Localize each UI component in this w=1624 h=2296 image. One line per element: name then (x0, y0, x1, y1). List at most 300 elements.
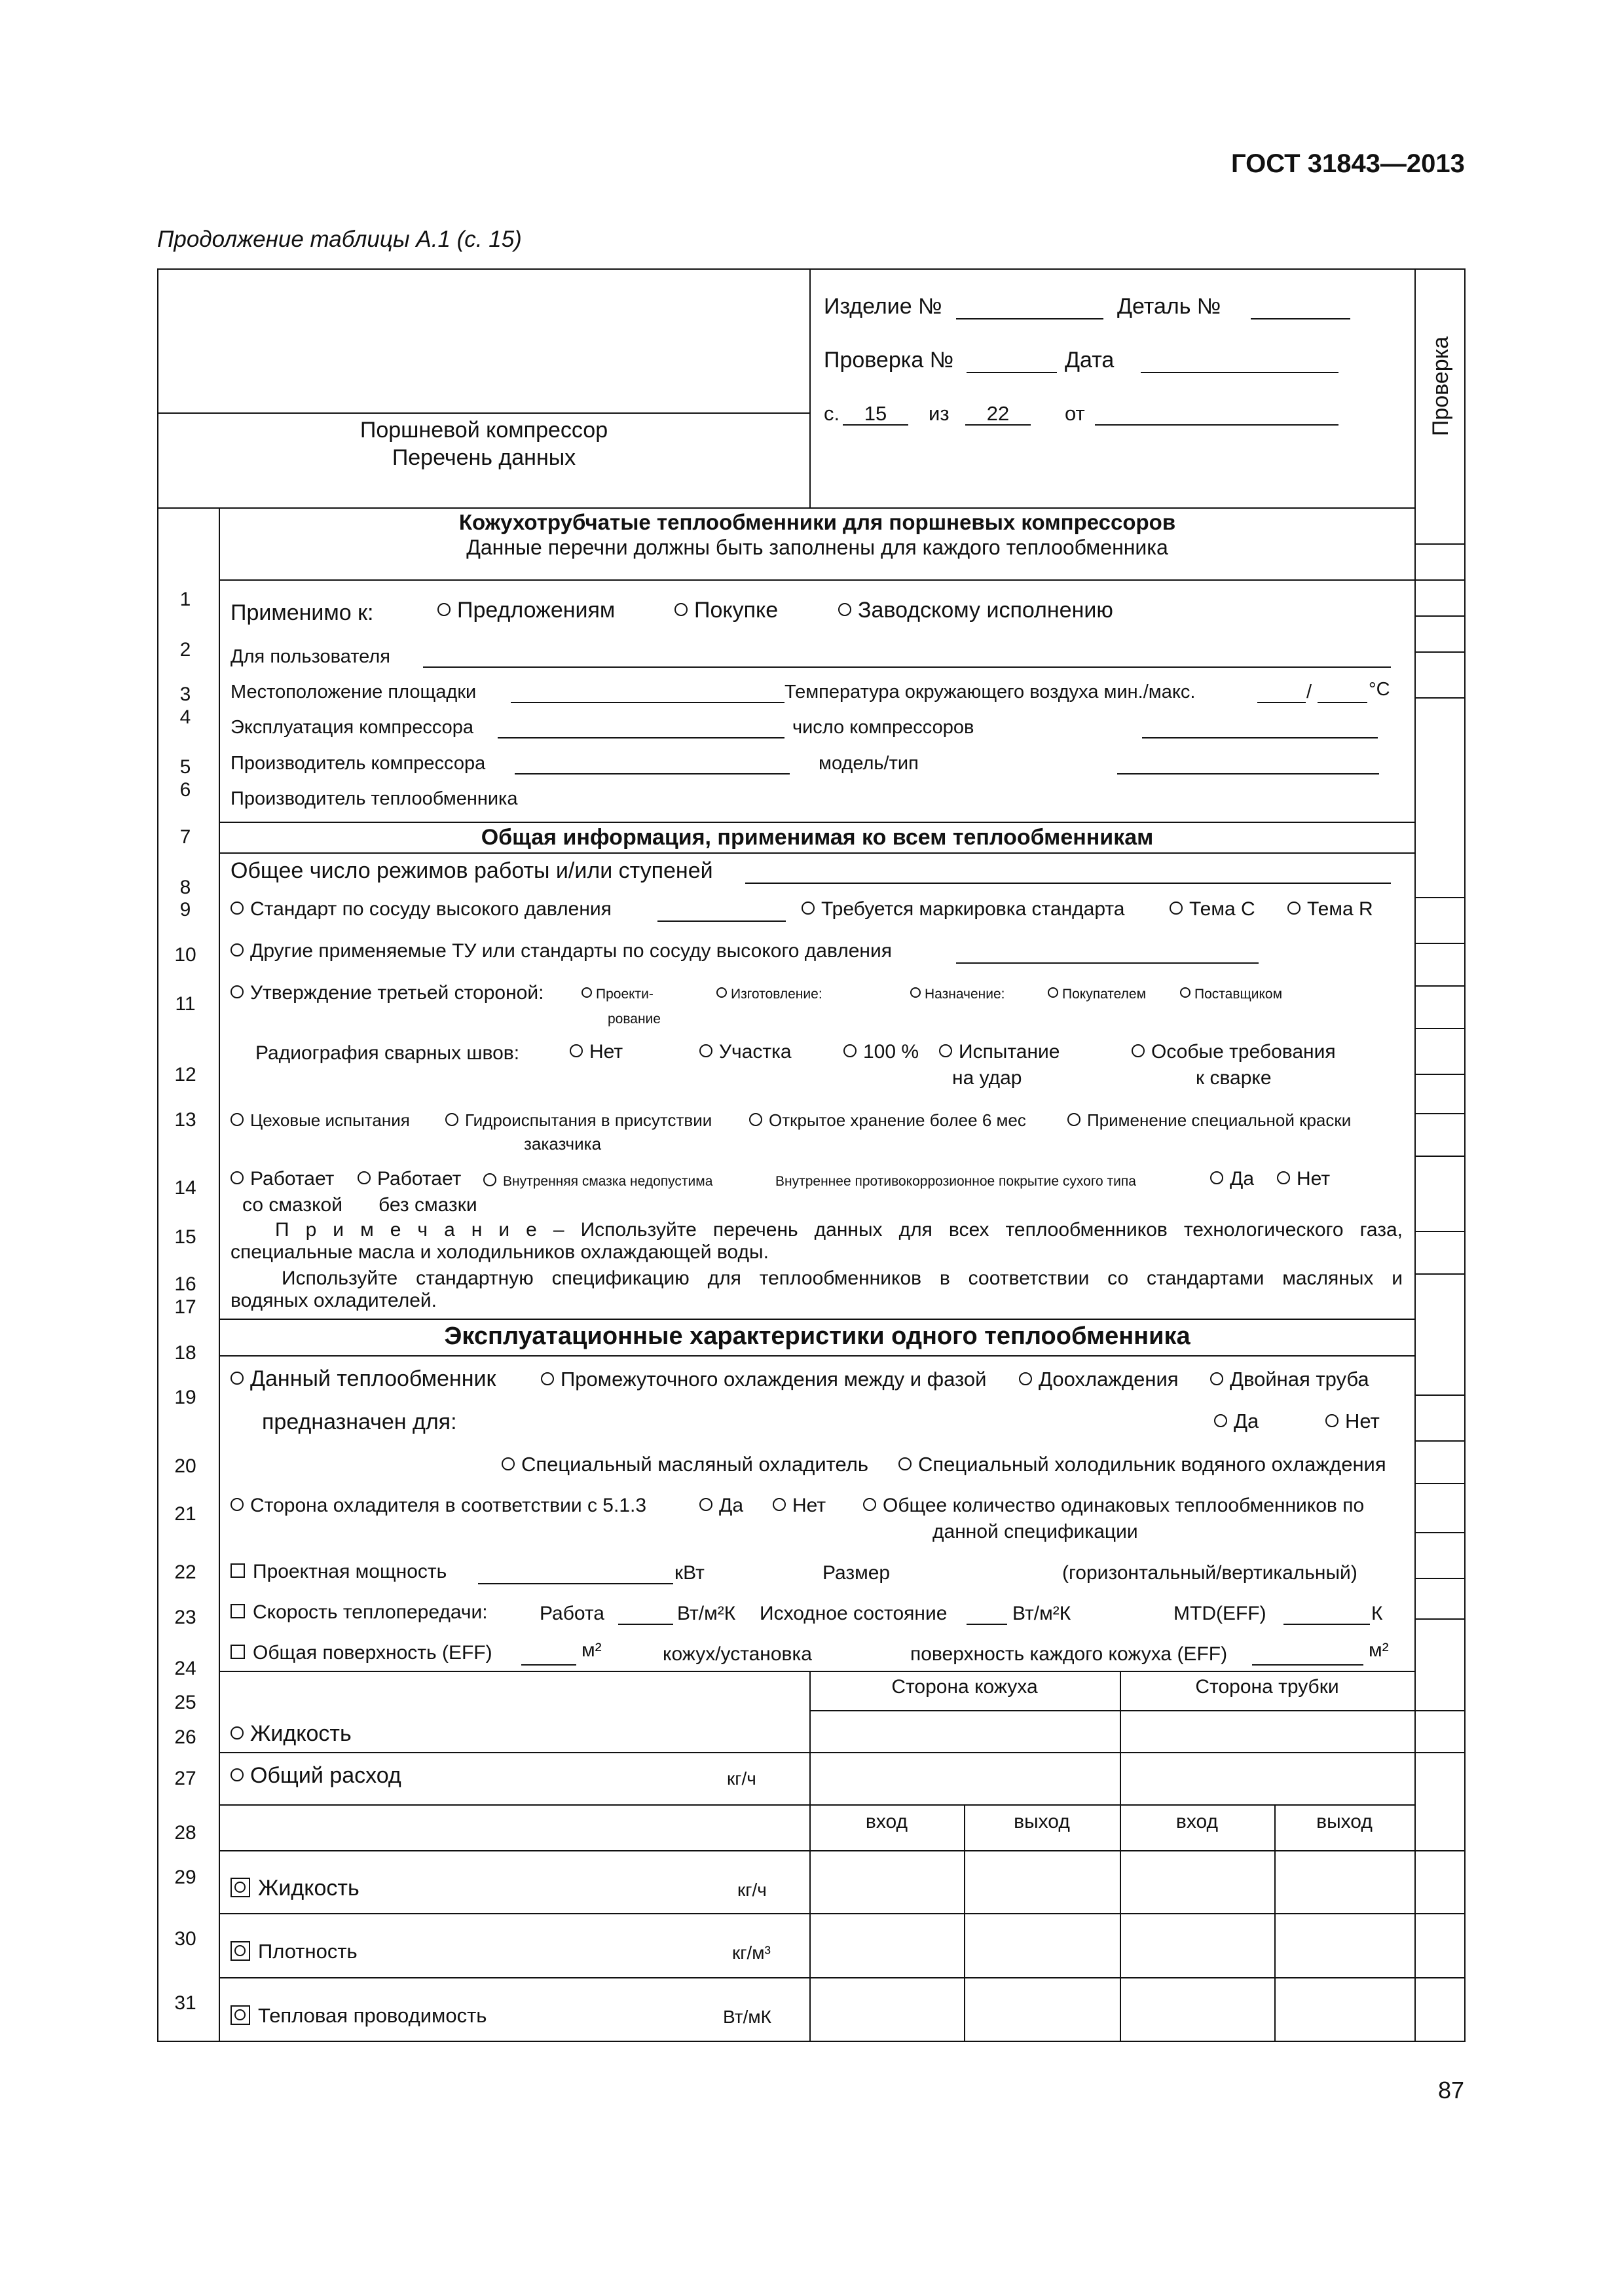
purchase-option[interactable] (674, 598, 778, 622)
other-specs-field[interactable] (956, 962, 1259, 964)
radio-icon (541, 1372, 554, 1385)
other-specs-option[interactable] (231, 940, 892, 962)
row-number: 23 (174, 1607, 196, 1628)
compressor-count-label: число компрессоров (792, 717, 974, 738)
mtd-field[interactable] (1283, 1624, 1370, 1625)
row-number: 16 (174, 1273, 196, 1295)
row-number: 4 (179, 706, 191, 728)
row-number: 10 (174, 944, 196, 966)
product-no-field[interactable] (956, 318, 1103, 319)
radio-icon (1048, 987, 1058, 998)
design-capacity-unit: кВт (674, 1562, 705, 1584)
orientation-label: (горизонтальный/вертикальный) (1062, 1562, 1357, 1584)
for-user-label: Для пользователя (231, 646, 390, 667)
check-cell-line (1414, 1532, 1464, 1533)
check-no-label: Проверка № (824, 348, 954, 373)
of-underline (965, 424, 1031, 426)
radio-icon (231, 902, 244, 915)
water-cooler-label: Специальный холодильник водяного охлаждения (918, 1453, 1386, 1476)
design-capacity-field[interactable] (478, 1583, 673, 1584)
radiography-full-label: 100 % (863, 1041, 919, 1063)
sheet-label: с. (824, 402, 840, 425)
radio-icon (502, 1457, 515, 1470)
ambient-temp-min-field[interactable] (1257, 702, 1306, 703)
section2-bottom (219, 852, 1416, 854)
radiography-full-option[interactable] (843, 1041, 919, 1063)
compressor-operation-label: Эксплуатация компрессора (231, 717, 474, 738)
section1-title: Кожухотрубчатые теплообменники для поршневых компрессоров (458, 510, 1176, 534)
ambient-temp-unit: °С (1369, 679, 1390, 700)
total-flow-unit: кг/ч (727, 1768, 756, 1789)
cooler-side-option[interactable] (231, 1495, 646, 1517)
header-title-line (157, 412, 809, 414)
buyer-option[interactable] (1048, 986, 1146, 1003)
mtd-unit: К (1371, 1603, 1383, 1624)
radio-icon (699, 1044, 712, 1057)
row-number: 21 (174, 1503, 196, 1525)
row-number: 29 (174, 1867, 196, 1888)
fluid-option[interactable] (231, 1722, 352, 1745)
check-cell-line (1414, 1977, 1464, 1978)
section1-subtitle: Данные перечни должны быть заполнены для каждого теплообменника (466, 536, 1168, 559)
density-check[interactable] (231, 1941, 358, 1963)
radio-icon (1214, 1414, 1227, 1427)
identical-count-option[interactable] (863, 1495, 1364, 1517)
radio-icon (1277, 1171, 1290, 1184)
section1-title-bottom (219, 579, 1416, 581)
checkbox-icon (231, 1645, 245, 1659)
radio-icon (1170, 902, 1183, 915)
service-label: Работа (540, 1603, 604, 1624)
ambient-temp-label: Температура окружающего воздуха мин./макс. (784, 682, 1196, 702)
check-cell-line (1414, 697, 1464, 699)
no-internal-lube-label: Внутренняя смазка недопустима (503, 1174, 713, 1189)
section2-top (219, 822, 1416, 823)
clean-field[interactable] (967, 1624, 1007, 1625)
from-field[interactable] (1095, 424, 1338, 426)
tema-c-label: Тема С (1189, 898, 1255, 920)
radio-icon (1132, 1044, 1145, 1057)
ambient-temp-max-field[interactable] (1318, 702, 1367, 703)
factory-label: Заводскому исполнению (858, 598, 1113, 623)
check-cell-line (1414, 943, 1464, 944)
grid-side-header-line (809, 1710, 1416, 1711)
non-lubricated-label-2: без смазки (378, 1194, 477, 1216)
thermal-conductivity-check[interactable] (231, 2005, 487, 2027)
site-location-label: Местоположение площадки (231, 682, 477, 702)
note-line-4: водяных охладителей. (231, 1290, 437, 1311)
section3-bottom (219, 1355, 1416, 1357)
shell-inlet-header: вход (865, 1811, 908, 1832)
radiography-spot-label: Участка (719, 1041, 792, 1063)
impact-test-label: Испытание (959, 1041, 1060, 1063)
row-number: 28 (174, 1822, 196, 1844)
section3-title: Эксплуатационные характеристики одного теплообменника (444, 1322, 1190, 1350)
proposals-option[interactable] (437, 598, 615, 622)
check-cell-line (1414, 985, 1464, 987)
special-welding-label: Особые требования (1151, 1041, 1336, 1063)
special-welding-option[interactable] (1132, 1041, 1336, 1063)
manufacture-option[interactable] (716, 986, 822, 1003)
density-unit: кг/м³ (732, 1942, 771, 1963)
design-option[interactable] (581, 986, 654, 1003)
row-number: 3 (179, 683, 191, 705)
impact-test-label-2: на удар (952, 1067, 1022, 1089)
surface-per-shell-label: поверхность каждого кожуха (EFF) (910, 1643, 1228, 1665)
radio-icon (358, 1171, 371, 1184)
check-cell-line (1414, 651, 1464, 653)
shop-tests-label: Цеховые испытания (250, 1110, 410, 1130)
check-cell-line (1414, 1028, 1464, 1029)
identical-count-label-2: данной спецификации (932, 1521, 1138, 1542)
row-number: 6 (179, 779, 191, 801)
heat-transfer-check[interactable] (231, 1601, 488, 1624)
lubricated-label-2: со смазкой (242, 1194, 342, 1216)
coating-no-label: Нет (1297, 1168, 1331, 1190)
purpose-label: Назначение: (925, 987, 1005, 1002)
third-party-label: Утверждение третьей стороной: (250, 982, 544, 1004)
special-paint-label: Применение специальной краски (1087, 1110, 1352, 1130)
supplier-label: Поставщиком (1194, 987, 1283, 1002)
marking-required-label: Требуется маркировка стандарта (821, 898, 1125, 920)
oil-cooler-option[interactable] (502, 1453, 868, 1476)
design-capacity-label: Проектная мощность (253, 1561, 447, 1582)
tema-r-label: Тема R (1307, 898, 1373, 920)
coating-yes-option[interactable] (1210, 1168, 1254, 1190)
check-cell-line (1414, 1231, 1464, 1232)
operating-modes-field[interactable] (745, 883, 1391, 884)
double-pipe-label: Двойная труба (1230, 1368, 1369, 1391)
row-number: 20 (174, 1455, 196, 1477)
aftercooler-option[interactable] (1019, 1368, 1179, 1391)
grid-line-28 (219, 1804, 1416, 1806)
total-flow-option[interactable] (231, 1764, 401, 1787)
special-paint-option[interactable] (1067, 1109, 1351, 1131)
shell-side-header: Сторона кожуха (891, 1676, 1038, 1698)
radio-icon (699, 1498, 712, 1511)
grid-line-27 (219, 1752, 1416, 1753)
checkbox-icon (231, 1604, 245, 1618)
row-number: 19 (174, 1387, 196, 1408)
shell-unit-label: кожух/установка (663, 1643, 812, 1665)
checked-radio-icon (231, 1878, 250, 1897)
impact-test-option[interactable] (939, 1041, 1060, 1063)
proposals-label: Предложениям (457, 598, 616, 623)
supplier-option[interactable] (1180, 986, 1282, 1003)
row-number: 17 (174, 1296, 196, 1318)
form-title-1: Поршневой компрессор (360, 418, 608, 443)
liquid-unit: кг/ч (737, 1880, 767, 1900)
cooler-side-no-option[interactable] (773, 1495, 826, 1517)
radio-icon (437, 603, 451, 616)
intended-yes-option[interactable] (1214, 1410, 1259, 1432)
radio-icon (838, 603, 851, 616)
lubricated-option[interactable] (231, 1168, 334, 1190)
for-user-field[interactable] (423, 666, 1391, 668)
radiography-none-label: Нет (589, 1041, 623, 1063)
no-internal-lube-option[interactable] (483, 1173, 712, 1190)
pv-standard-label: Стандарт по сосуду высокого давления (250, 898, 612, 920)
radio-icon (231, 985, 244, 998)
density-label: Плотность (258, 1940, 358, 1963)
of-label: из (929, 402, 950, 425)
intended-yes-label: Да (1234, 1410, 1259, 1432)
check-cell-line (1414, 897, 1464, 898)
of-value[interactable]: 22 (986, 402, 1010, 425)
purpose-option[interactable] (910, 986, 1005, 1003)
date-field[interactable] (1141, 372, 1338, 373)
non-lubricated-label: Работает (377, 1168, 462, 1190)
row-number: 12 (174, 1064, 196, 1085)
header-divider (809, 268, 811, 507)
check-cell-line (1414, 1752, 1464, 1753)
radio-icon (749, 1113, 762, 1126)
purchase-label: Покупке (694, 598, 779, 623)
service-unit: Вт/м²К (677, 1603, 736, 1624)
check-cell-line (1414, 579, 1464, 581)
radiography-spot-option[interactable] (699, 1041, 792, 1063)
note-line-3: Используйте стандартную спецификацию для теплообменников в соответствии со стандартами масляных и (282, 1267, 1403, 1289)
grid-v3 (1120, 1671, 1121, 2042)
from-label: от (1065, 402, 1085, 425)
row-number: 13 (174, 1109, 196, 1131)
cooler-side-no-label: Нет (792, 1495, 826, 1516)
mtd-label: MTD(EFF) (1173, 1603, 1266, 1624)
row-number: 24 (174, 1658, 196, 1679)
coating-yes-label: Да (1230, 1168, 1255, 1190)
check-column-title: Проверка (1428, 336, 1453, 437)
total-surface-unit: м² (581, 1639, 602, 1661)
compressor-manufacturer-field[interactable] (515, 773, 790, 774)
sheet-value[interactable]: 15 (864, 402, 887, 425)
radio-icon (581, 987, 592, 998)
check-cell-line (1414, 1578, 1464, 1579)
cooler-side-label: Сторона охладителя в соответствии с 5.1.3 (250, 1495, 647, 1516)
row-number: 11 (175, 993, 196, 1015)
applicable-to-label: Применимо к: (231, 600, 374, 625)
this-hx-option[interactable] (231, 1367, 496, 1391)
water-cooler-option[interactable] (898, 1453, 1386, 1476)
radiography-label: Радиография сварных швов: (255, 1042, 520, 1064)
row-number: 2 (179, 639, 191, 661)
compressor-manufacturer-label: Производитель компрессора (231, 753, 486, 774)
check-no-field[interactable] (967, 372, 1057, 373)
grid-v4 (1274, 1804, 1276, 2042)
grid-line-28b (219, 1850, 1416, 1851)
row-number: 7 (179, 826, 191, 848)
check-cell-line (1414, 1850, 1464, 1851)
tema-r-option[interactable] (1287, 898, 1373, 920)
third-party-option[interactable] (231, 982, 544, 1004)
radio-icon (1067, 1113, 1080, 1126)
factory-option[interactable] (838, 598, 1113, 622)
cooler-side-yes-option[interactable] (699, 1495, 743, 1517)
service-field[interactable] (618, 1624, 673, 1625)
clean-label: Исходное состояние (760, 1603, 948, 1624)
row-number-divider (219, 507, 220, 2042)
radio-icon (1180, 987, 1190, 998)
fluid-label: Жидкость (250, 1721, 352, 1746)
sheet-underline (843, 424, 908, 426)
operating-modes-label: Общее число режимов работы и/или ступеней (231, 858, 713, 883)
header-bottom-line (157, 507, 1416, 509)
checkbox-icon (231, 1563, 245, 1578)
liquid-check[interactable] (231, 1876, 360, 1900)
shop-tests-option[interactable] (231, 1109, 410, 1131)
table-bottom-border (157, 2041, 1466, 2042)
product-no-label: Изделие № (824, 294, 942, 319)
check-cell-line (1414, 1618, 1464, 1620)
total-surface-field[interactable] (521, 1664, 576, 1666)
radio-icon (231, 943, 244, 957)
design-label: Проекти- (596, 987, 654, 1002)
thermal-conductivity-label: Тепловая проводимость (258, 2004, 487, 2027)
liquid-label: Жидкость (258, 1876, 360, 1901)
lubricated-label: Работает (250, 1168, 335, 1190)
row-number: 31 (174, 1992, 196, 2014)
ambient-temp-slash: / (1306, 682, 1312, 702)
heat-transfer-label: Скорость теплопередачи: (253, 1601, 488, 1623)
radio-icon (483, 1173, 496, 1186)
tema-c-option[interactable] (1170, 898, 1255, 920)
check-cell-line (1414, 1710, 1464, 1711)
grid-line-30 (219, 1977, 1416, 1978)
coating-no-option[interactable] (1277, 1168, 1330, 1190)
pv-standard-field[interactable] (657, 920, 786, 922)
checked-radio-icon (231, 2005, 250, 2025)
hydro-test-option[interactable] (445, 1109, 712, 1131)
grid-top (219, 1671, 1416, 1672)
non-lubricated-option[interactable] (358, 1168, 461, 1190)
oil-cooler-label: Специальный масляный охладитель (521, 1453, 868, 1476)
row-number: 5 (179, 756, 191, 778)
radio-icon (939, 1044, 952, 1057)
section2-title: Общая информация, применимая ко всем теплообменникам (481, 825, 1154, 850)
row-number: 22 (174, 1561, 196, 1583)
row-number: 8 (179, 877, 191, 898)
hx-manufacturer-label: Производитель теплообменника (231, 788, 518, 809)
detail-no-label: Деталь № (1117, 294, 1221, 319)
surface-per-shell-unit: м² (1369, 1639, 1389, 1661)
model-type-field[interactable] (1117, 773, 1379, 774)
detail-no-field[interactable] (1251, 318, 1350, 319)
tube-side-header: Сторона трубки (1195, 1676, 1339, 1698)
checked-radio-icon (231, 1941, 250, 1961)
check-cell-line (1414, 1394, 1464, 1396)
radio-icon (1019, 1372, 1032, 1385)
radio-icon (570, 1044, 583, 1057)
intended-no-option[interactable] (1325, 1410, 1380, 1432)
identical-count-label: Общее количество одинаковых теплообменников по (883, 1495, 1365, 1516)
radiography-none-option[interactable] (570, 1041, 623, 1063)
radio-icon (1210, 1171, 1223, 1184)
radio-icon (898, 1457, 912, 1470)
grid-v1 (809, 1671, 811, 2042)
table-right-border (1464, 268, 1466, 2042)
radio-icon (802, 902, 815, 915)
check-cell-line (1414, 543, 1464, 545)
check-cell-line (1414, 1273, 1464, 1275)
total-surface-check[interactable] (231, 1642, 492, 1664)
site-location-field[interactable] (511, 702, 784, 703)
check-cell-line (1414, 1913, 1464, 1914)
row-number: 30 (174, 1928, 196, 1950)
radio-icon (1325, 1414, 1338, 1427)
intended-for-label: предназначен для: (262, 1410, 457, 1434)
note-line-1: П р и м е ч а н и е – Используйте перечень данных для всех теплообменников технологического газа, (275, 1219, 1403, 1241)
grid-line-29 (219, 1913, 1416, 1914)
clean-unit: Вт/м²К (1012, 1603, 1071, 1624)
cooler-side-yes-label: Да (719, 1495, 744, 1516)
radio-icon (231, 1768, 244, 1781)
manufacture-label: Изготовление: (731, 987, 822, 1002)
total-flow-label: Общий расход (250, 1763, 401, 1788)
open-storage-label: Открытое хранение более 6 мес (769, 1110, 1026, 1130)
radio-icon (231, 1726, 244, 1740)
check-cell-line (1414, 615, 1464, 617)
radio-icon (1287, 902, 1301, 915)
intercooler-label: Промежуточного охлаждения между и фазой (561, 1368, 987, 1391)
design-capacity-check[interactable] (231, 1561, 447, 1583)
hydro-test-label: Гидроиспытания в присутствии (465, 1110, 712, 1130)
section3-top (219, 1319, 1416, 1320)
model-type-label: модель/тип (819, 753, 919, 774)
special-welding-label-2: к сварке (1196, 1067, 1272, 1089)
intercooler-option[interactable] (541, 1368, 986, 1391)
radio-icon (1210, 1372, 1223, 1385)
thermal-conductivity-unit: Вт/мК (723, 2007, 771, 2027)
surface-per-shell-field[interactable] (1252, 1664, 1363, 1666)
row-number: 15 (174, 1226, 196, 1248)
check-cell-line (1414, 1440, 1464, 1442)
check-cell-line (1414, 1074, 1464, 1075)
radio-icon (231, 1498, 244, 1511)
buyer-label: Покупателем (1062, 987, 1147, 1002)
form-title-2: Перечень данных (392, 445, 576, 470)
radio-icon (716, 987, 727, 998)
aftercooler-label: Доохлаждения (1039, 1368, 1179, 1391)
tube-inlet-header: вход (1175, 1811, 1219, 1832)
marking-required-option[interactable] (802, 898, 1124, 920)
check-cell-line (1414, 1156, 1464, 1157)
table-left-border (157, 268, 158, 2042)
row-number: 1 (179, 589, 191, 610)
tube-outlet-header: выход (1316, 1811, 1373, 1832)
table-caption: Продолжение таблицы А.1 (с. 15) (157, 227, 522, 252)
open-storage-option[interactable] (749, 1109, 1026, 1131)
total-surface-label: Общая поверхность (EFF) (253, 1642, 492, 1664)
check-cell-line (1414, 1113, 1464, 1114)
double-pipe-option[interactable] (1210, 1368, 1369, 1391)
note-line-2: специальные масла и холодильников охлаждающей воды. (231, 1241, 769, 1263)
intended-no-label: Нет (1345, 1410, 1380, 1432)
pv-standard-option[interactable] (231, 898, 612, 920)
row-number: 25 (174, 1692, 196, 1713)
grid-v2 (964, 1804, 965, 2042)
radio-icon (445, 1113, 458, 1126)
compressor-count-field[interactable] (1142, 737, 1378, 738)
internal-coating-label: Внутреннее противокоррозионное покрытие сухого типа (775, 1174, 1136, 1189)
compressor-operation-field[interactable] (498, 737, 784, 738)
this-hx-label: Данный теплообменник (250, 1366, 496, 1391)
radio-icon (231, 1171, 244, 1184)
hydro-test-label-2: заказчика (524, 1134, 602, 1154)
radio-icon (910, 987, 921, 998)
radio-icon (843, 1044, 857, 1057)
row-number: 9 (179, 899, 191, 920)
shell-outlet-header: выход (1014, 1811, 1070, 1832)
radio-icon (231, 1372, 244, 1385)
